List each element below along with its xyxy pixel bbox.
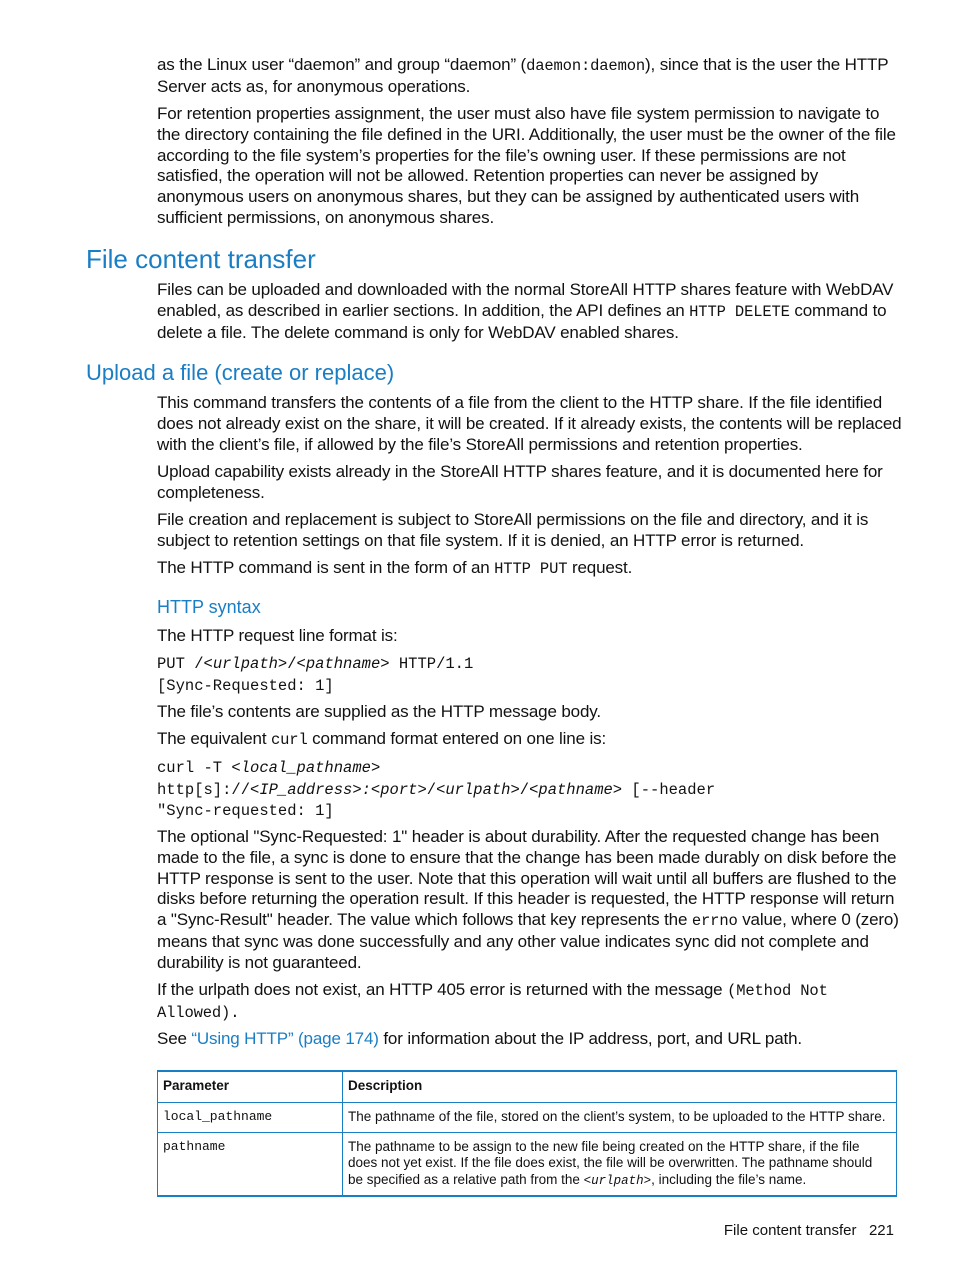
paragraph-http-command	[157, 558, 902, 580]
code-line: PUT /<urlpath>/<pathname> HTTP/1.1	[157, 655, 474, 673]
inline-code: (Method Not Allowed).	[157, 982, 828, 1022]
paragraph-405-error	[157, 980, 902, 1024]
page-footer	[724, 1222, 894, 1239]
inline-code: errno	[691, 912, 738, 931]
text: If the urlpath does not exist, an HTTP 405 error is returned with the message	[157, 980, 728, 999]
text: The HTTP command is sent in the form of an	[157, 558, 495, 577]
column-header-description: Description	[343, 1071, 897, 1103]
description-cell: The pathname of the file, stored on the client’s system, to be uploaded to the HTTP share.	[343, 1103, 897, 1133]
inline-code: HTTP PUT	[494, 560, 568, 578]
parameter-table	[157, 1070, 897, 1197]
text: command format entered on one line is:	[307, 729, 607, 748]
heading-http-syntax: HTTP syntax	[157, 597, 261, 617]
table-row	[158, 1103, 897, 1133]
paragraph-file-transfer-intro	[157, 280, 902, 343]
text: ), since that is the user the HTTP Server acts as, for anonymous operations.	[157, 55, 889, 96]
param-cell: local_pathname	[158, 1103, 343, 1133]
text: See	[157, 1029, 192, 1048]
paragraph-see-using-http	[157, 1029, 902, 1050]
description-cell: The pathname to be assign to the new file being created on the HTTP share, if the file does not yet exist. If the file does exist, the file will be overwritten. The pathname should be specified as a relative path from the <urlpath>, including the file’s name.	[343, 1132, 897, 1196]
section-heading-file-content-transfer: File content transfer	[86, 244, 316, 274]
text: The equivalent	[157, 729, 271, 748]
code-block-curl-command	[157, 758, 902, 823]
code-line: "Sync-requested: 1]	[157, 802, 334, 820]
text: as the Linux user “daemon” and group “daemon” (	[157, 55, 527, 74]
param-cell: pathname	[158, 1132, 343, 1196]
paragraph-retention-permissions: For retention properties assignment, the user must also have file system permission to navigate to the directory containing the file defined in the URI. Additionally, the user must be the owner of the file according to the file system’s properties for the file’s owning user. If these permissions are not satisfied, the operation will not be allowed. Retention properties can never be assigned by anonymous users on anonymous shares, but they can be assigned by authenticated users with sufficient permissions, on anonymous shares.	[157, 104, 896, 227]
inline-code: daemon:daemon	[526, 57, 646, 75]
text: value, where 0 (zero) means that sync was done successfully and any other value indicates sync did not complete and durability is not guaranteed.	[157, 910, 899, 972]
text: Files can be uploaded and downloaded with the normal StoreAll HTTP shares feature with WebDAV enabled, as described in earlier sections. In addition, the API defines an	[157, 280, 894, 320]
paragraph-request-line-format: The HTTP request line format is:	[157, 626, 398, 645]
text: request.	[567, 558, 633, 577]
text: The optional "Sync-Requested: 1" header is about durability. After the requested change has been made to the file, a sync is done to ensure that the change has been made durably on disk before the HTTP response is sent to the user. Note that this operation will wait until all buffers are flushed to the disks before returning the operation result. If this header is requested, the HTTP response will return a "Sync-Result" header. The value which follows that key represents the	[157, 827, 897, 930]
paragraph-upload-description: This command transfers the contents of a file from the client to the HTTP share. If the file identified does not already exist on the share, it will be created. If it already exists, the contents will be replaced with the client’s file, if allowed by the file’s StoreAll permissions and retention properties.	[157, 393, 902, 454]
subsection-heading-upload: Upload a file (create or replace)	[86, 360, 395, 385]
footer-section-title: File content transfer	[723, 1222, 857, 1239]
text: command to delete a file. The delete command is only for WebDAV enabled shares.	[157, 300, 887, 342]
code-line: [Sync-Requested: 1]	[157, 676, 334, 695]
column-header-parameter: Parameter	[158, 1071, 343, 1103]
paragraph-daemon-user	[157, 55, 902, 98]
table-header-row	[158, 1071, 897, 1103]
inline-code: HTTP DELETE	[689, 302, 790, 321]
paragraph-message-body: The file’s contents are supplied as the HTTP message body.	[157, 702, 601, 721]
inline-code: curl	[271, 731, 308, 749]
paragraph-upload-capability: Upload capability exists already in the StoreAll HTTP shares feature, and it is documented here for completeness.	[157, 462, 883, 502]
page-number: 221	[868, 1222, 894, 1239]
code-line: curl -T <local_pathname>	[157, 759, 381, 777]
text: for information about the IP address, port, and URL path.	[378, 1029, 802, 1048]
table-row	[158, 1132, 897, 1196]
code-line: http[s]://<IP_address>:<port>/<urlpath>/<pathname> [--header	[157, 780, 716, 799]
paragraph-file-creation: File creation and replacement is subject to StoreAll permissions on the file and directory, and it is subject to retention settings on that file system. If it is denied, an HTTP error is returned.	[157, 510, 869, 550]
code-block-put-request	[157, 654, 902, 697]
paragraph-sync-requested	[157, 827, 902, 974]
paragraph-curl-equivalent	[157, 729, 902, 751]
cross-reference-link[interactable]: “Using HTTP” (page 174)	[191, 1029, 379, 1048]
